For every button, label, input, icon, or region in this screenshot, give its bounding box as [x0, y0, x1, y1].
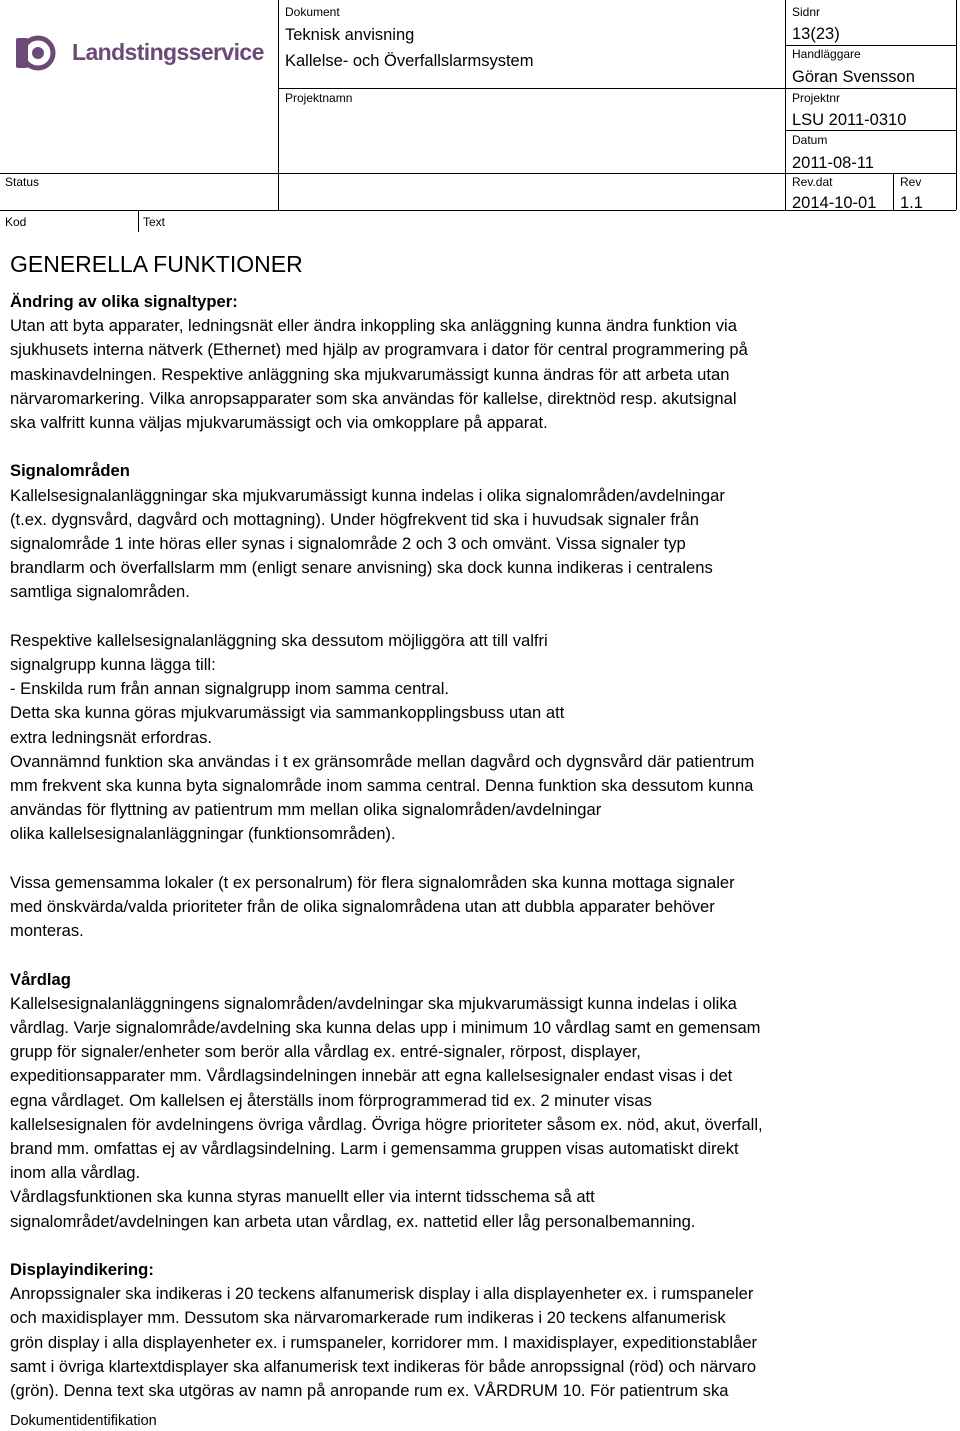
- paragraph-gap: [10, 943, 955, 967]
- sidnr-value: 13(23): [792, 25, 840, 43]
- datum-label: Datum: [792, 133, 828, 147]
- header-divider-h2: [785, 45, 956, 46]
- text-line: Detta ska kunna göras mjukvarumässigt via sammankopplingsbuss utan att: [10, 703, 565, 723]
- text-line: närvaromarkering. Vilka anropsapparater som ska användas för kallelse, direktnöd resp. akutsignal: [10, 388, 737, 408]
- projektnamn-label: Projektnamn: [285, 91, 353, 105]
- text-line: Vissa gemensamma lokaler (t ex personalrum) för flera signalområden ska kunna mottaga signaler: [10, 872, 735, 892]
- text-line: brandlarm och överfallslarm mm (enligt senare anvisning) ska dock kunna indikeras i centralens: [10, 558, 713, 578]
- logo-text: Landstingsservice: [72, 39, 264, 65]
- dokument-label: Dokument: [285, 5, 340, 19]
- document-header: [0, 0, 960, 232]
- text-line: (t.ex. dygnsvård, dagvård och mottagning). Under högfrekvent tid ska i huvudsak signaler från: [10, 509, 700, 529]
- header-divider-h1: [278, 88, 785, 89]
- text-line: med önskvärda/valda prioriteter från de olika signalområdena utan att dubbla apparater behöver: [10, 897, 715, 917]
- header-divider-h4: [785, 130, 956, 131]
- projektnr-value: LSU 2011-0310: [792, 111, 907, 129]
- text-line: (grön). Denna text ska utgöras av namn på anropande rum ex. VÅRDRUM 10. För patientrum ska: [10, 1381, 729, 1401]
- sidnr-label: Sidnr: [792, 5, 821, 19]
- logo-mark-icon: [14, 34, 58, 74]
- header-divider-v2: [785, 0, 786, 210]
- text-line: samtliga signalområden.: [10, 582, 190, 602]
- text-line: och maxidisplayer mm. Dessutom ska närvaromarkerade rum indikeras i 20 teckens alfanumerisk: [10, 1308, 726, 1328]
- section-heading: Vårdlag: [10, 969, 71, 989]
- text-line: Anropssignaler ska indikeras i 20 teckens alfanumerisk display i alla displayenheter ex. i rumspaneler: [10, 1284, 754, 1304]
- section-title: GENERELLA FUNKTIONER: [10, 251, 303, 277]
- status-label: Status: [5, 175, 40, 189]
- text-line: kallelsesignalen för avdelningens övriga vårdlag. Övriga högre prioriteter såsom ex. nöd, akut, överfall,: [10, 1114, 763, 1134]
- text-line: Kallelsesignalanläggningar ska mjukvarumässigt kunna indelas i olika signalområden/avdelningar: [10, 485, 725, 505]
- text-line: Ovannämnd funktion ska användas i t ex gränsområde mellan dagvård och dygnsvård där patientrum: [10, 751, 755, 771]
- rev-label: Rev: [900, 175, 922, 189]
- text-line: egna vårdlaget. Om kallelsen ej återställs inom förprogrammerad tid ex. 2 minuter visas: [10, 1090, 652, 1110]
- handlaggare-label: Handläggare: [792, 47, 861, 61]
- header-divider-status: [0, 173, 956, 174]
- text-line: inom alla vårdlag.: [10, 1163, 141, 1183]
- text-line: vårdlag. Varje signalområde/avdelning ska kunna delas upp i minimum 10 vårdlag samt en gemensam: [10, 1018, 761, 1038]
- paragraph-gap: [10, 605, 955, 629]
- document-identification: Dokumentidentifikation: [10, 1413, 157, 1429]
- dokument-line2: Kallelse- och Överfallslarmsystem: [285, 52, 534, 70]
- text-line: Vårdlagsfunktionen ska kunna styras manuellt eller via internt tidsschema så att: [10, 1187, 595, 1207]
- text-line: maskinavdelningen. Respektive anläggning ska mjukvarumässigt kunna ändras för att arbeta utan: [10, 364, 730, 384]
- kod-text-divider: [138, 210, 139, 232]
- text-line: grupp för signaler/enheter som berör alla vårdlag ex. entré-signaler, rörpost, displayer,: [10, 1042, 641, 1062]
- document-body: [10, 290, 955, 1403]
- text-line: användas för flyttning av patientrum mm mellan olika signalområden/avdelningar: [10, 800, 602, 820]
- text-line: sjukhusets interna nätverk (Ethernet) med hjälp av programvara i dator för central programmering på: [10, 340, 748, 360]
- header-divider-right: [956, 0, 957, 210]
- text-line: Kallelsesignalanläggningens signalområden/avdelningar ska mjukvarumässigt kunna indelas i olika: [10, 993, 737, 1013]
- text-line: extra ledningsnät erfordras.: [10, 727, 213, 747]
- paragraph-gap: [10, 1234, 955, 1258]
- revdat-label: Rev.dat: [792, 175, 833, 189]
- text-line: signalområdet/avdelningen kan arbeta utan vårdlag, ex. nattetid eller låg personalbemanning.: [10, 1211, 696, 1231]
- text-line: expeditionsapparater mm. Vårdlagsindelningen innebär att egna kallelsesignaler endast visas i det: [10, 1066, 733, 1086]
- datum-value: 2011-08-11: [792, 154, 874, 172]
- text-line: ska valfritt kunna väljas mjukvarumässigt och via omkopplare på apparat.: [10, 413, 548, 433]
- header-divider-v3: [893, 173, 894, 210]
- text-line: signalområde 1 inte höras eller synas i signalområde 2 och 3 och omvänt. Vissa signaler typ: [10, 534, 686, 554]
- header-divider-v1: [278, 0, 279, 210]
- projektnr-label: Projektnr: [792, 91, 841, 105]
- dokument-line1: Teknisk anvisning: [285, 26, 415, 44]
- handlaggare-value: Göran Svensson: [792, 68, 915, 86]
- text-line: Utan att byta apparater, ledningsnät eller ändra inkoppling ska anläggning kunna ändra funktion via: [10, 316, 737, 336]
- text-line: brand mm. omfattas ej av vårdlagsindelning. Larm i gemensamma gruppen visas automatiskt direkt: [10, 1139, 739, 1159]
- text-line: Respektive kallelsesignalanläggning ska dessutom möjliggöra att till valfri: [10, 630, 548, 650]
- text-line: grön display i alla displayenheter ex. i rumspaneler, korridorer mm. I maxidisplayer, expeditionstablåer: [10, 1332, 758, 1352]
- section-heading: Displayindikering:: [10, 1260, 154, 1280]
- rev-value: 1.1: [900, 194, 923, 212]
- header-divider-h3: [785, 88, 956, 89]
- text-line: signalgrupp kunna lägga till:: [10, 655, 216, 675]
- text-line: - Enskilda rum från annan signalgrupp inom samma central.: [10, 679, 450, 699]
- text-line: samt i övriga klartextdisplayer ska alfanumerisk text indikeras för både anropssignal (röd) och närvaro: [10, 1356, 757, 1376]
- landstingsservice-logo: [14, 34, 264, 74]
- paragraph-gap: [10, 435, 955, 459]
- section-heading: Signalområden: [10, 461, 130, 481]
- text-line: olika kallelsesignalanläggningar (funktionsområden).: [10, 824, 396, 844]
- kod-label: Kod: [5, 215, 27, 229]
- text-line: monteras.: [10, 921, 84, 941]
- paragraph-gap: [10, 847, 955, 871]
- revdat-value: 2014-10-01: [792, 194, 877, 212]
- text-line: mm frekvent ska kunna byta signalområde inom samma central. Denna funktion ska dessutom kunna: [10, 776, 754, 796]
- text-label: Text: [143, 215, 166, 229]
- section-heading: Ändring av olika signaltyper:: [10, 292, 238, 311]
